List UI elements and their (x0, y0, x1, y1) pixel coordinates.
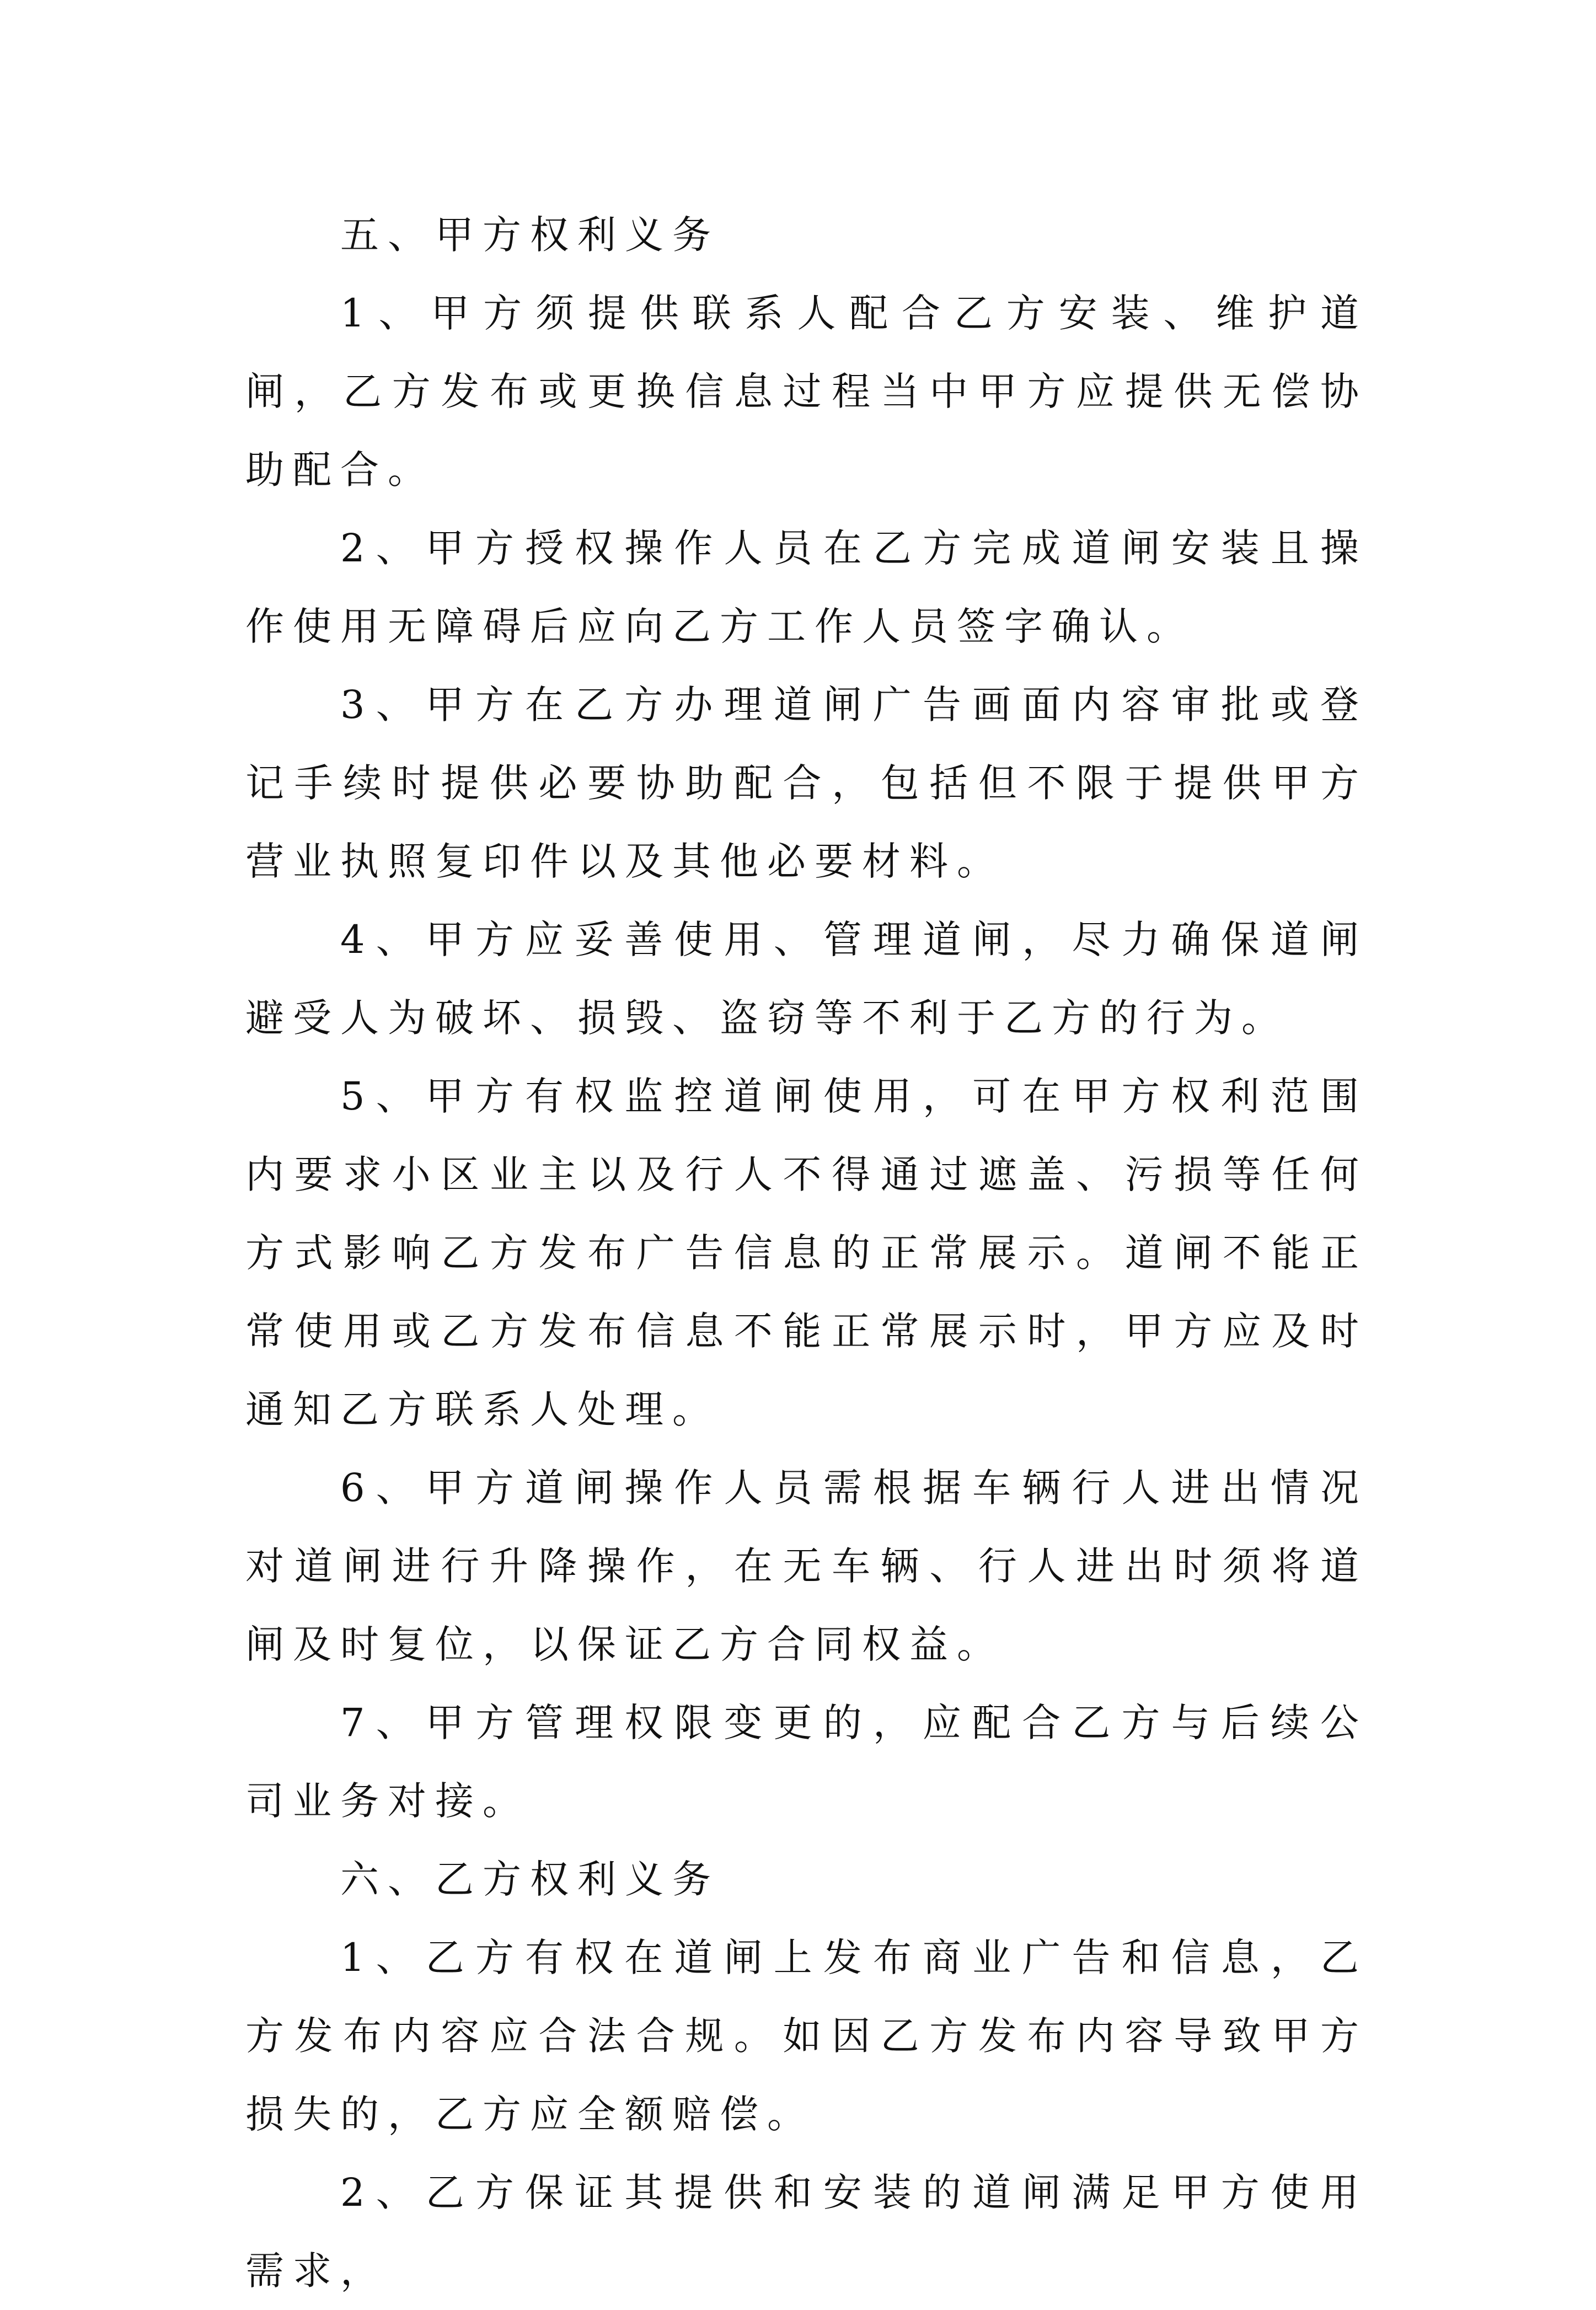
clause-party-a-2: 2、甲方授权操作人员在乙方完成道闸安装且操作使用无障碍后应向乙方工作人员签字确认。 (245, 526, 1368, 649)
clause-party-a-3: 3、甲方在乙方办理道闸广告画面内容审批或登记手续时提供必要协助配合，包括但不限于提供甲方营业执照复印件以及其他必要材料。 (245, 682, 1368, 884)
clause-party-a-1: 1、甲方须提供联系人配合乙方安装、维护道闸，乙方发布或更换信息过程当中甲方应提供无偿协助配合。 (245, 291, 1368, 492)
section-heading-party-b: 六、乙方权利义务 (340, 1857, 720, 1902)
clause-party-b-1: 1、乙方有权在道闸上发布商业广告和信息，乙方发布内容应合法合规。如因乙方发布内容导致甲方损失的，乙方应全额赔偿。 (245, 1935, 1368, 2137)
clause-party-a-7: 7、甲方管理权限变更的，应配合乙方与后续公司业务对接。 (245, 1700, 1368, 1824)
section-heading-party-a: 五、甲方权利义务 (340, 212, 720, 258)
clause-party-a-4: 4、甲方应妥善使用、管理道闸，尽力确保道闸避受人为破坏、损毁、盗窃等不利于乙方的行为。 (245, 917, 1368, 1041)
clause-party-a-5: 5、甲方有权监控道闸使用，可在甲方权利范围内要求小区业主以及行人不得通过遮盖、污损等任何方式影响乙方发布广告信息的正常展示。道闸不能正常使用或乙方发布信息不能正常展示时，甲方应及时通知乙方联系人处理。 (245, 1074, 1368, 1432)
clause-party-a-6: 6、甲方道闸操作人员需根据车辆行人进出情况对道闸进行升降操作，在无车辆、行人进出时须将道闸及时复位，以保证乙方合同权益。 (245, 1465, 1368, 1667)
document-body (245, 196, 1368, 2310)
clause-party-b-2: 2、乙方保证其提供和安装的道闸满足甲方使用需求， (245, 2170, 1368, 2293)
